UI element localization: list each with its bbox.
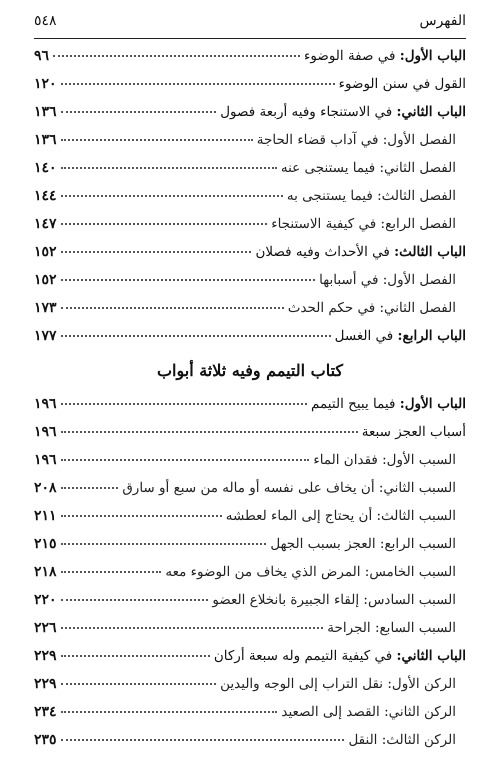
- dot-leader: [61, 509, 222, 517]
- toc-entry-title: [255, 244, 466, 260]
- toc-entry-page: ٩٦: [34, 48, 50, 64]
- dot-leader: [61, 705, 278, 713]
- toc-entry: [34, 726, 466, 754]
- toc-entry-text: الركن الثالث: النقل: [348, 732, 456, 748]
- toc-entry-text: الفصل الثاني: في حكم الحدث: [287, 300, 456, 316]
- section-heading: كتاب التيمم وفيه ثلاثة أبواب: [156, 360, 344, 380]
- toc-entry-text: السبب الخامس: المرض الذي يخاف من الوضوء معه: [165, 564, 456, 580]
- page-number: ٥٤٨: [34, 13, 57, 29]
- running-title: الفهرس: [419, 13, 466, 29]
- toc-entry-title: [287, 188, 466, 204]
- dot-leader: [61, 77, 335, 85]
- toc-entry-page: ١٤٤: [34, 188, 57, 204]
- toc-entry: [34, 474, 466, 502]
- toc-entry: [34, 418, 466, 446]
- toc-entry-text: الركن الأول: نقل التراب إلى الوجه واليدين: [220, 676, 456, 692]
- toc-entry: [34, 70, 466, 98]
- toc-entry-title: [348, 732, 466, 748]
- dot-leader: [61, 397, 307, 405]
- dot-leader: [61, 105, 217, 113]
- dot-leader: [61, 217, 268, 225]
- toc-entry-text: الفصل الأول: في آداب قضاء الحاجة: [256, 132, 456, 148]
- toc-entry: [34, 266, 466, 294]
- toc-entry-text: الركن الثاني: القصد إلى الصعيد: [281, 704, 456, 720]
- toc-entry-title: [281, 704, 466, 720]
- toc-entry-title: [362, 424, 466, 440]
- toc-entry: [34, 210, 466, 238]
- toc-entry-page: ٢٣٥: [34, 732, 57, 748]
- dot-leader: [61, 565, 162, 573]
- toc-entry-page: ١٥٢: [34, 244, 57, 260]
- toc-entry-text: في الأحداث وفيه فصلان: [255, 244, 395, 260]
- header-rule: [34, 38, 466, 39]
- toc-entry-text: أسباب العجز سبعة: [361, 424, 466, 440]
- toc-entry-text: الفصل الثالث: فيما يستنجى به: [286, 188, 456, 204]
- dot-leader: [61, 621, 324, 629]
- toc-entry-page: ٢١٨: [34, 564, 57, 580]
- toc-entry-title: [311, 396, 466, 412]
- toc-entry-title: [327, 620, 466, 636]
- dot-leader: [61, 189, 283, 197]
- toc-entry-page: ٢٣٤: [34, 704, 57, 720]
- toc-entry-page: ١٤٠: [34, 160, 57, 176]
- toc-entry: [34, 294, 466, 322]
- toc-entry: [34, 530, 466, 558]
- toc-entry-page: ٢٢٩: [34, 676, 57, 692]
- toc-entry: [34, 98, 466, 126]
- toc-entry-title: [122, 480, 466, 496]
- toc-entry-page: ١٣٦: [34, 104, 57, 120]
- dot-leader: [61, 301, 284, 309]
- toc-entry-text: السبب الأول: فقدان الماء: [313, 452, 456, 468]
- dot-leader: [61, 133, 253, 141]
- toc-entry-chapter-label: الباب الأول:: [399, 396, 466, 412]
- dot-leader: [61, 649, 210, 657]
- toc-entry-title: [220, 104, 466, 120]
- toc-entry-page: ٢٢٠: [34, 592, 57, 608]
- toc-entry: [34, 558, 466, 586]
- toc-entry: [34, 238, 466, 266]
- toc-entry-page: ١٩٦: [34, 396, 57, 412]
- dot-leader: [61, 273, 316, 281]
- toc-entry-title: [288, 300, 466, 316]
- dot-leader: [53, 49, 300, 57]
- toc-entry-page: ١٣٦: [34, 132, 57, 148]
- toc-entry-text: الفصل الأول: في أسبابها: [319, 272, 456, 288]
- toc-entry: [34, 42, 466, 70]
- toc-entry-text: في الغسل: [334, 328, 398, 344]
- dot-leader: [61, 537, 267, 545]
- dot-leader: [61, 245, 252, 253]
- toc-section-tayammum: [34, 390, 466, 754]
- toc-entry-title: [313, 452, 466, 468]
- toc-list: [34, 42, 466, 754]
- toc-entry-chapter-label: الباب الأول:: [399, 48, 466, 64]
- toc-entry: [34, 446, 466, 474]
- toc-entry-title: [257, 132, 466, 148]
- toc-entry-text: السبب السادس: إلقاء الجبيرة بانخلاع العضو: [212, 592, 456, 608]
- toc-entry-text: السبب الرابع: العجز بسبب الجهل: [270, 536, 456, 552]
- toc-entry-page: ١٩٦: [34, 424, 57, 440]
- toc-entry: [34, 502, 466, 530]
- toc-entry-title: [319, 272, 466, 288]
- dot-leader: [61, 161, 277, 169]
- toc-entry-chapter-label: الباب الثاني:: [396, 104, 466, 120]
- toc-entry-title: [304, 48, 466, 64]
- toc-entry-text: في كيفية التيمم وله سبعة أركان: [213, 648, 397, 664]
- toc-entry-title: [271, 216, 466, 232]
- dot-leader: [61, 677, 217, 685]
- toc-entry-title: [214, 648, 466, 664]
- toc-section-wudu: [34, 42, 466, 350]
- toc-entry-title: [339, 76, 466, 92]
- toc-entry-text: السبب الثاني: أن يخاف على نفسه أو ماله من سبع أو سارق: [122, 480, 456, 496]
- toc-entry: [34, 154, 466, 182]
- toc-entry: [34, 126, 466, 154]
- toc-entry-text: الفصل الثاني: فيما يستنجى عنه: [280, 160, 456, 176]
- toc-entry-chapter-label: الباب الرابع:: [397, 328, 466, 344]
- toc-entry-page: ٢١١: [34, 508, 57, 524]
- toc-entry-page: ١٢٠: [34, 76, 57, 92]
- toc-entry-text: القول في سنن الوضوء: [338, 76, 466, 92]
- toc-entry-title: [212, 592, 466, 608]
- toc-entry: [34, 642, 466, 670]
- toc-entry: [34, 614, 466, 642]
- toc-entry-title: [220, 676, 466, 692]
- toc-entry-title: [165, 564, 466, 580]
- toc-entry-text: في الاستنجاء وفيه أربعة فصول: [220, 104, 397, 120]
- toc-entry-page: ٢٠٨: [34, 480, 57, 496]
- toc-entry: [34, 698, 466, 726]
- dot-leader: [61, 425, 358, 433]
- toc-entry-chapter-label: الباب الثالث:: [394, 244, 466, 260]
- toc-entry-page: ٢١٥: [34, 536, 57, 552]
- toc-entry: [34, 182, 466, 210]
- toc-entry-page: ١٥٢: [34, 272, 57, 288]
- toc-entry-title: [226, 508, 466, 524]
- toc-entry-page: ١٩٦: [34, 452, 57, 468]
- toc-entry-title: [335, 328, 466, 344]
- toc-entry-page: ١٧٧: [34, 328, 57, 344]
- toc-entry-text: السبب الثالث: أن يحتاج إلى الماء لعطشه: [225, 508, 456, 524]
- toc-entry-page: ٢٢٦: [34, 620, 57, 636]
- toc-entry-title: [270, 536, 466, 552]
- toc-entry-page: ١٧٣: [34, 300, 57, 316]
- toc-entry-title: [281, 160, 466, 176]
- dot-leader: [61, 453, 310, 461]
- dot-leader: [61, 481, 119, 489]
- toc-entry: [34, 322, 466, 350]
- dot-leader: [61, 733, 345, 741]
- dot-leader: [61, 593, 209, 601]
- toc-entry-page: ٢٢٩: [34, 648, 57, 664]
- dot-leader: [61, 329, 331, 337]
- toc-entry: [34, 670, 466, 698]
- toc-entry-chapter-label: الباب الثاني:: [396, 648, 466, 664]
- toc-entry-text: الفصل الرابع: في كيفية الاستنجاء: [271, 216, 456, 232]
- toc-entry-text: فيما يبيح التيمم: [311, 396, 400, 412]
- toc-entry-text: السبب السابع: الجراحة: [327, 620, 456, 636]
- toc-entry: [34, 390, 466, 418]
- toc-entry: [34, 586, 466, 614]
- page-header: [34, 8, 466, 34]
- toc-entry-page: ١٤٧: [34, 216, 57, 232]
- toc-entry-text: في صفة الوضوء: [304, 48, 400, 64]
